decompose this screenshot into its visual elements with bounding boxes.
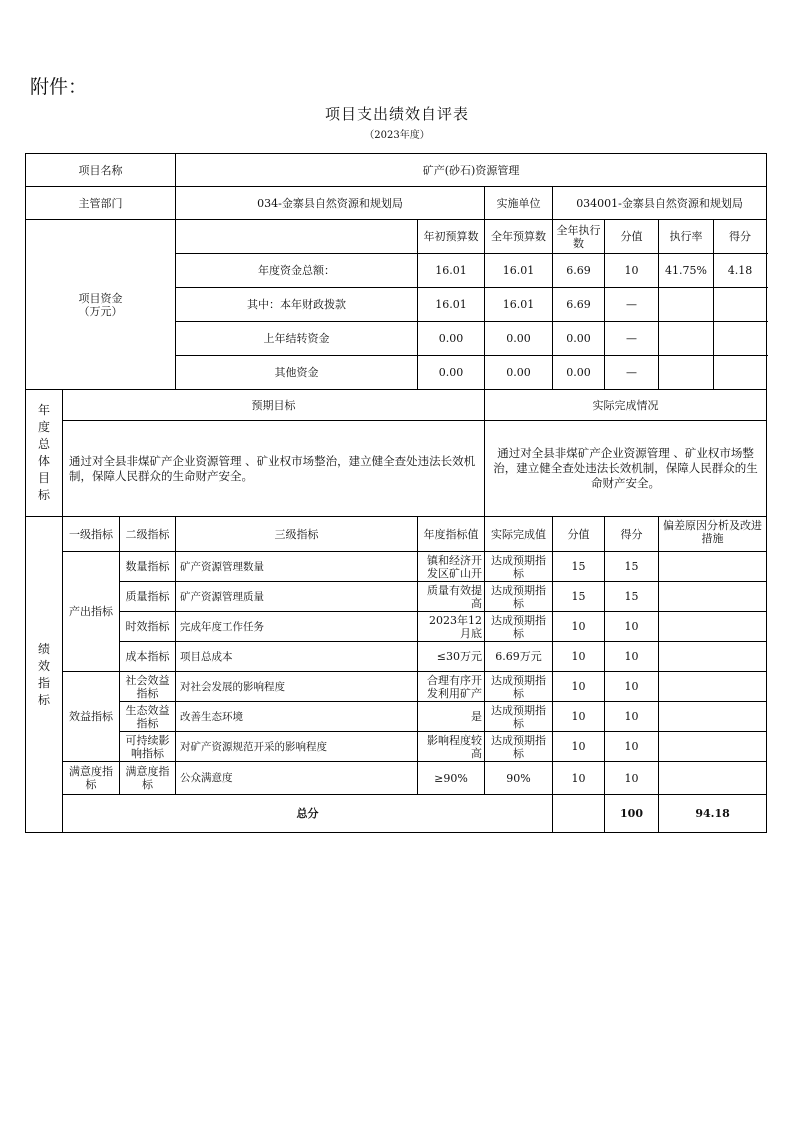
goals-expected-header: 预期目标 xyxy=(63,390,485,421)
ind-target: 2023年12月底 xyxy=(429,613,483,640)
funds-row-initial: 16.01 xyxy=(418,254,485,288)
ind-target: ≥90% xyxy=(418,762,485,795)
funds-row-score-value: — xyxy=(605,356,659,390)
ind-level3: 对矿产资源规范开采的影响程度 xyxy=(176,732,418,762)
funds-row-name: 其他资金 xyxy=(176,356,418,390)
impl-value: 034001-金寨县自然资源和规划局 xyxy=(553,187,767,220)
funds-header-score-value: 分值 xyxy=(605,220,659,254)
indicator-row xyxy=(26,582,767,612)
ind-score-value: 10 xyxy=(553,642,605,672)
funds-row-name: 上年结转资金 xyxy=(176,322,418,356)
ind-score: 10 xyxy=(605,762,659,795)
ind-level3: 矿产资源管理质量 xyxy=(176,582,418,612)
ind-header-actual: 实际完成值 xyxy=(485,517,553,552)
indicator-row xyxy=(26,672,767,702)
ind-level2: 数量指标 xyxy=(120,552,176,582)
ind-header-level3: 三级指标 xyxy=(176,517,418,552)
indicator-row xyxy=(26,762,767,795)
ind-score: 10 xyxy=(605,612,659,642)
ind-level1-benefit: 效益指标 xyxy=(63,672,120,762)
funds-label-line1: 项目资金 xyxy=(78,291,123,305)
dept-label: 主管部门 xyxy=(26,187,176,220)
funds-row-initial: 16.01 xyxy=(418,288,485,322)
ind-actual: 达成预期指标 xyxy=(491,613,547,640)
ind-deviation xyxy=(659,672,767,702)
ind-level2: 生态效益指标 xyxy=(120,702,176,732)
ind-deviation xyxy=(659,702,767,732)
ind-deviation xyxy=(659,732,767,762)
funds-row-executed: 0.00 xyxy=(553,356,605,390)
ind-header-score-value: 分值 xyxy=(553,517,605,552)
ind-score: 10 xyxy=(605,702,659,732)
ind-level1-output: 产出指标 xyxy=(63,552,120,672)
total-score: 94.18 xyxy=(659,795,767,833)
ind-score-value: 10 xyxy=(553,612,605,642)
ind-score: 10 xyxy=(605,672,659,702)
funds-row-rate xyxy=(659,322,714,355)
ind-level2: 成本指标 xyxy=(120,642,176,672)
ind-score: 10 xyxy=(605,732,659,762)
funds-header-initial: 年初预算数 xyxy=(418,220,485,254)
funds-header-rate: 执行率 xyxy=(659,220,714,253)
ind-actual: 达成预期指标 xyxy=(491,703,547,730)
funds-row-executed: 6.69 xyxy=(553,254,605,288)
funds-row-name: 年度资金总额： xyxy=(176,254,418,288)
ind-deviation xyxy=(659,762,767,795)
ind-score: 10 xyxy=(605,642,659,672)
ind-target: 镇和经济开发区矿山开 xyxy=(427,553,483,580)
project-name-label: 项目名称 xyxy=(26,154,176,187)
impl-label: 实施单位 xyxy=(485,187,553,220)
ind-target: 质量有效提高 xyxy=(427,583,483,610)
funds-row-annual: 16.01 xyxy=(485,288,553,322)
ind-score-value: 15 xyxy=(553,582,605,612)
year-label: （2023年度） xyxy=(364,130,430,141)
ind-actual: 6.69万元 xyxy=(495,650,542,663)
goals-actual-text: 通过对全县非煤矿产企业资源管理 、矿业权市场整治，建立健全查处违法长效机制，保障人民群众的生命财产安全。 xyxy=(485,421,767,517)
ind-target: ≤30万元 xyxy=(436,650,483,663)
ind-deviation xyxy=(659,552,767,582)
ind-level3: 对社会发展的影响程度 xyxy=(176,672,418,702)
attachment-label: 附件： xyxy=(30,76,88,98)
ind-actual: 90% xyxy=(485,762,553,795)
funds-row-name: 其中：本年财政拨款 xyxy=(176,288,418,322)
ind-header-score: 得分 xyxy=(605,517,659,552)
ind-deviation xyxy=(659,582,767,612)
ind-score: 15 xyxy=(605,582,659,612)
indicator-row xyxy=(26,732,767,762)
ind-header-level1: 一级指标 xyxy=(63,517,120,552)
funds-row-score-value: — xyxy=(605,288,659,322)
ind-header-target: 年度指标值 xyxy=(418,517,485,552)
ind-score-value: 10 xyxy=(553,732,605,762)
goals-actual-header: 实际完成情况 xyxy=(485,390,767,421)
funds-header-blank xyxy=(176,220,418,254)
dept-value: 034-金寨县自然资源和规划局 xyxy=(176,187,485,220)
ind-target: 合理有序开发利用矿产 xyxy=(427,673,483,700)
ind-level3: 矿产资源管理数量 xyxy=(176,552,418,582)
funds-row-executed: 6.69 xyxy=(553,288,605,322)
ind-deviation xyxy=(659,642,767,672)
goals-expected-text: 通过对全县非煤矿产企业资源管理 、矿业权市场整治，建立健全查处违法长效机制，保障人民群众的生命财产安全。 xyxy=(63,421,485,517)
ind-header-level2: 二级指标 xyxy=(120,517,176,552)
total-blank xyxy=(553,795,605,833)
indicator-row xyxy=(26,552,767,582)
funds-row-annual: 16.01 xyxy=(485,254,553,288)
ind-level1-satisfaction: 满意度指标 xyxy=(63,762,120,795)
funds-row-score: 4.18 xyxy=(727,264,753,277)
funds-label-line2: （万元） xyxy=(78,304,123,318)
funds-row-initial: 0.00 xyxy=(418,322,485,356)
ind-level2: 社会效益指标 xyxy=(120,672,176,702)
ind-header-deviation: 偏差原因分析及改进措施 xyxy=(659,517,767,552)
ind-score: 15 xyxy=(605,552,659,582)
funds-row-score-value: 10 xyxy=(605,254,659,288)
ind-level2: 满意度指标 xyxy=(120,762,176,795)
funds-row-executed: 0.00 xyxy=(553,322,605,356)
funds-label xyxy=(26,220,176,390)
indicator-row xyxy=(26,642,767,672)
indicator-row xyxy=(26,612,767,642)
page-title: 项目支出绩效自评表 xyxy=(324,105,469,123)
funds-row-initial: 0.00 xyxy=(418,356,485,390)
funds-row-rate: 41.75% xyxy=(659,254,714,287)
ind-level2: 可持续影响指标 xyxy=(120,732,176,762)
ind-level3: 公众满意度 xyxy=(176,762,418,795)
funds-row-annual: 0.00 xyxy=(485,356,553,390)
ind-level2: 时效指标 xyxy=(120,612,176,642)
ind-level3: 改善生态环境 xyxy=(176,702,418,732)
ind-score-value: 10 xyxy=(553,702,605,732)
ind-score-value: 10 xyxy=(553,762,605,795)
funds-header-score: 得分 xyxy=(729,230,752,243)
funds-header-annual: 全年预算数 xyxy=(485,220,553,254)
funds-row-score-value: — xyxy=(605,322,659,356)
evaluation-table xyxy=(25,153,767,833)
ind-score-value: 15 xyxy=(553,552,605,582)
project-name: 矿产(砂石)资源管理 xyxy=(176,154,767,187)
goals-label: 年度总体目标 xyxy=(26,390,63,517)
ind-level3: 项目总成本 xyxy=(176,642,418,672)
funds-row-rate xyxy=(659,356,714,389)
total-score-value: 100 xyxy=(605,795,659,833)
ind-actual: 达成预期指标 xyxy=(491,673,547,700)
ind-actual: 达成预期指标 xyxy=(491,733,547,760)
ind-deviation xyxy=(659,612,767,642)
funds-header-executed: 全年执行数 xyxy=(553,220,605,254)
ind-level3: 完成年度工作任务 xyxy=(176,612,418,642)
ind-level2: 质量指标 xyxy=(120,582,176,612)
indicator-row xyxy=(26,702,767,732)
total-label: 总分 xyxy=(63,795,553,833)
ind-score-value: 10 xyxy=(553,672,605,702)
funds-row-rate xyxy=(659,288,714,321)
ind-actual: 达成预期指标 xyxy=(491,583,547,610)
funds-row-annual: 0.00 xyxy=(485,322,553,356)
ind-actual: 达成预期指标 xyxy=(491,553,547,580)
indicators-label: 绩效指标 xyxy=(26,517,63,833)
ind-target: 是 xyxy=(471,710,483,723)
ind-target: 影响程度较高 xyxy=(427,733,483,760)
